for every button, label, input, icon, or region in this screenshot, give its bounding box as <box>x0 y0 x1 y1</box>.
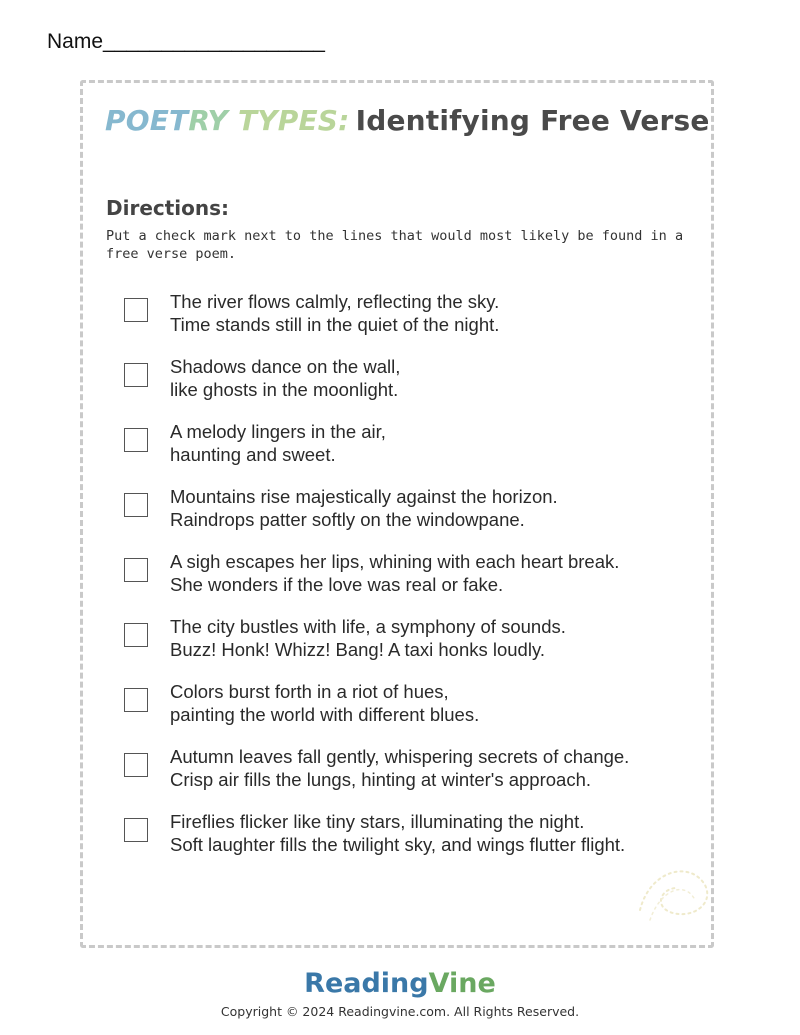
item-lines <box>170 745 730 791</box>
item-line-2: Time stands still in the quiet of the night. <box>170 314 500 335</box>
checkbox[interactable] <box>124 558 148 582</box>
checkbox[interactable] <box>124 493 148 517</box>
item-lines <box>170 680 730 726</box>
item-line-2: Raindrops patter softly on the windowpane. <box>170 509 525 530</box>
worksheet-title <box>105 104 710 137</box>
item-lines <box>170 485 730 531</box>
name-blank[interactable]: ___________________ <box>103 30 325 53</box>
item-line-1: A sigh escapes her lips, whining with each heart break. <box>170 551 620 572</box>
item-line-1: A melody lingers in the air, <box>170 421 386 442</box>
name-field[interactable] <box>47 30 325 54</box>
brand-logo: ReadingVine <box>304 968 496 999</box>
checkbox[interactable] <box>124 363 148 387</box>
checkbox[interactable] <box>124 623 148 647</box>
item-line-2: like ghosts in the moonlight. <box>170 379 399 400</box>
checkbox[interactable] <box>124 818 148 842</box>
firefly-trail-icon <box>630 850 720 930</box>
item-line-1: The city bustles with life, a symphony of sounds. <box>170 616 566 637</box>
item-line-2: Soft laughter fills the twilight sky, and wings flutter flight. <box>170 834 626 855</box>
item-line-2: Buzz! Honk! Whizz! Bang! A taxi honks loudly. <box>170 639 545 660</box>
item-lines <box>170 615 730 661</box>
copyright-text: Copyright © 2024 Readingvine.com. All Rights Reserved. <box>220 1004 580 1019</box>
item-line-1: Shadows dance on the wall, <box>170 356 401 377</box>
item-line-2: She wonders if the love was real or fake. <box>170 574 504 595</box>
item-line-2: haunting and sweet. <box>170 444 336 465</box>
item-lines <box>170 355 730 401</box>
title-lead: POETRY TYPES: <box>105 104 350 137</box>
item-line-1: The river flows calmly, reflecting the sky. <box>170 291 500 312</box>
checkbox[interactable] <box>124 298 148 322</box>
directions-text: Put a check mark next to the lines that would most likely be found in a free verse poem. <box>106 228 684 262</box>
checkbox[interactable] <box>124 428 148 452</box>
item-line-1: Autumn leaves fall gently, whispering secrets of change. <box>170 746 630 767</box>
checkbox[interactable] <box>124 688 148 712</box>
item-lines <box>170 550 730 596</box>
checkbox[interactable] <box>124 753 148 777</box>
directions-heading: Directions: <box>106 196 230 220</box>
name-label: Name <box>47 30 104 53</box>
title-rest: Identifying Free Verse <box>355 104 710 137</box>
item-lines <box>170 290 730 336</box>
item-line-2: Crisp air fills the lungs, hinting at winter's approach. <box>170 769 592 790</box>
item-line-1: Fireflies flicker like tiny stars, illuminating the night. <box>170 811 585 832</box>
item-line-2: painting the world with different blues. <box>170 704 480 725</box>
item-line-1: Colors burst forth in a riot of hues, <box>170 681 449 702</box>
item-lines <box>170 420 730 466</box>
item-line-1: Mountains rise majestically against the horizon. <box>170 486 558 507</box>
